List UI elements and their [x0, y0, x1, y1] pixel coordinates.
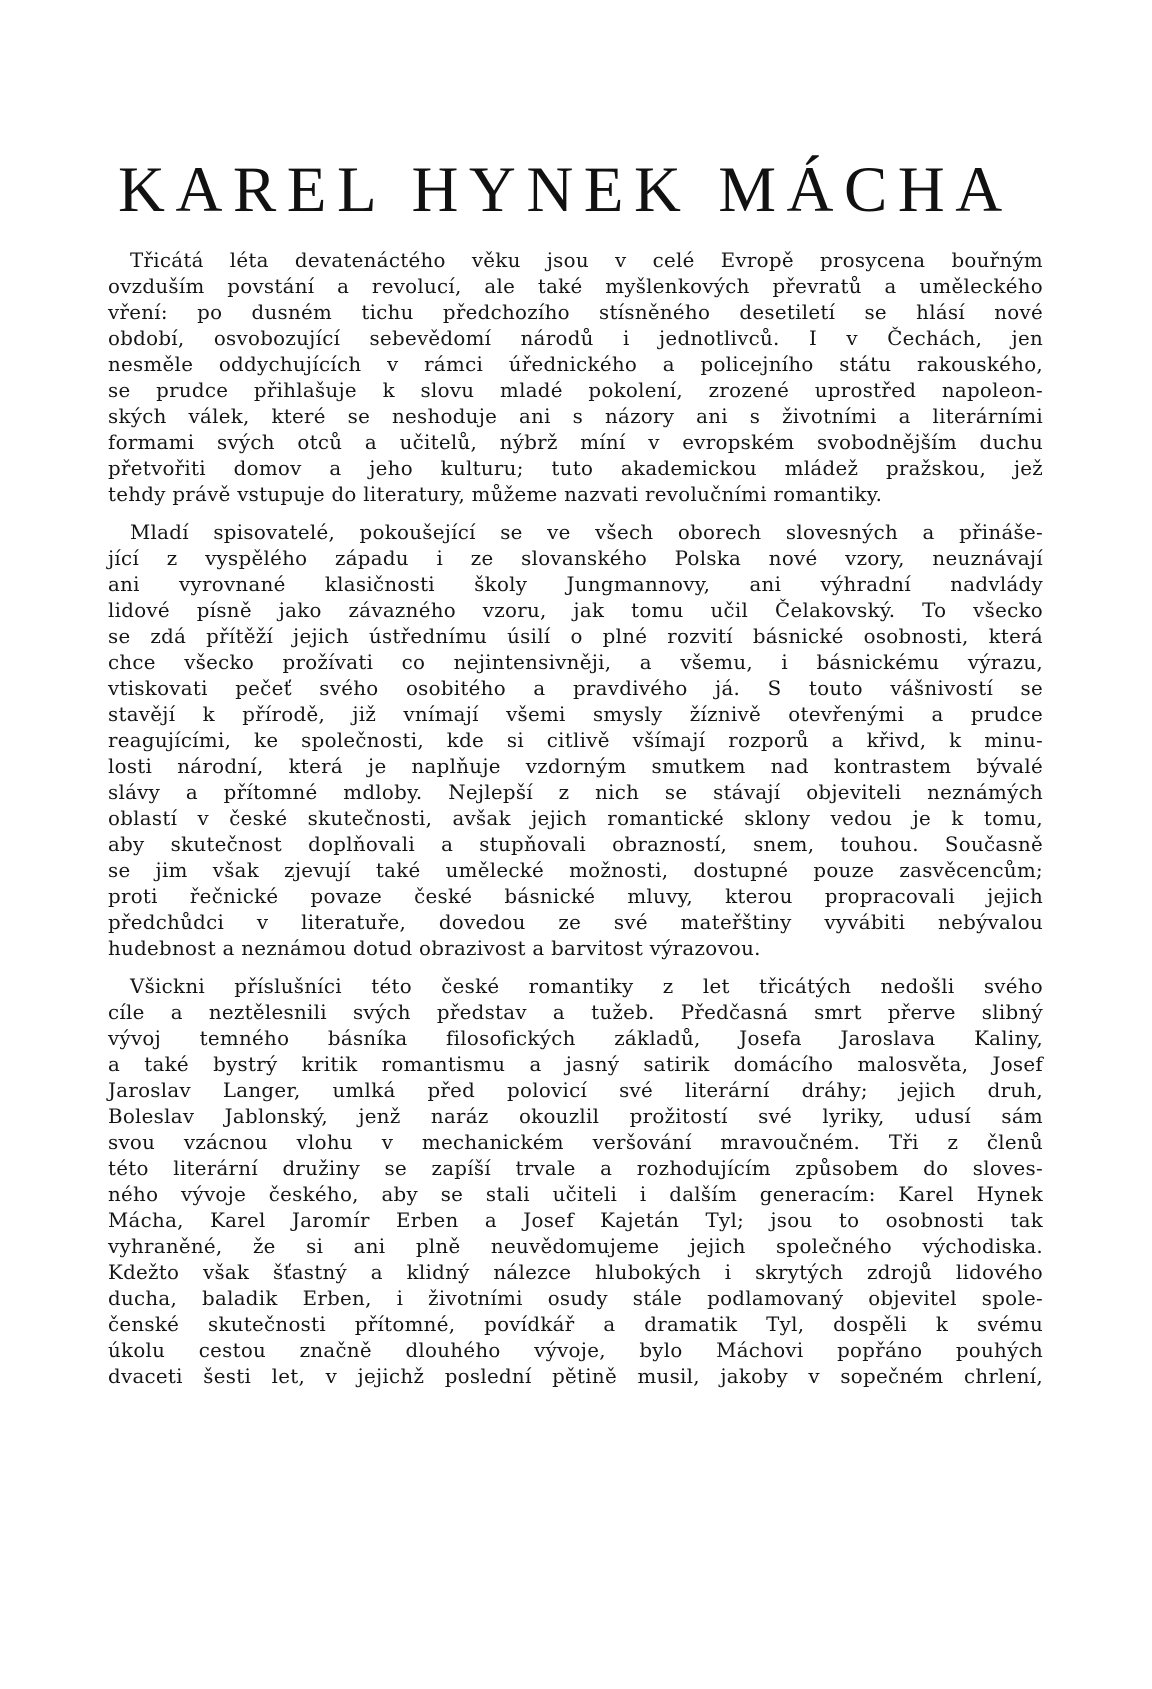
text-line: stavějí k přírodě, již vnímají všemi smysly žíznivě otevřenými a prudce: [108, 703, 1043, 726]
paragraph: [108, 520, 1043, 962]
text-line: ských válek, které se neshoduje ani s názory ani s životními a literárními: [108, 405, 1043, 428]
text-line: tehdy právě vstupuje do literatury, můžeme nazvati revolučními romantiky.: [108, 483, 883, 506]
text-line: a také bystrý kritik romantismu a jasný satirik domácího malosvěta, Josef: [108, 1053, 1043, 1076]
text-line: se zdá přítěží jejich ústřednímu úsilí o plné rozvití básnické osobnosti, která: [108, 625, 1043, 648]
text-line: vtiskovati pečeť svého osobitého a pravdivého já. S touto vášnivostí se: [108, 677, 1043, 700]
text-line: proti řečnické povaze české básnické mluvy, kterou propracovali jejich: [108, 885, 1043, 908]
text-line: lidové písně jako závazného vzoru, jak tomu učil Čelakovský. To všecko: [108, 599, 1043, 622]
text-line: nesměle oddychujících v rámci úřednického a policejního státu rakouského,: [108, 353, 1043, 376]
text-line: ovzduším povstání a revolucí, ale také myšlenkových převratů a uměleckého: [108, 275, 1043, 298]
paragraph: [108, 248, 1043, 508]
text-line: se prudce přihlašuje k slovu mladé pokolení, zrozené uprostřed napoleon-: [108, 379, 1043, 402]
text-line: úkolu cestou značně dlouhého vývoje, bylo Máchovi popřáno pouhých: [108, 1339, 1043, 1362]
text-line: chce všecko prožívati co nejintensivněji, a všemu, i básnickému výrazu,: [108, 651, 1043, 674]
text-line: této literární družiny se zapíší trvale a rozhodujícím způsobem do sloves-: [108, 1157, 1043, 1180]
text-line: ani vyrovnané klasičnosti školy Jungmannovy, ani výhradní nadvlády: [108, 573, 1043, 596]
text-line: slávy a přítomné mdloby. Nejlepší z nich se stávají objeviteli neznámých: [108, 781, 1043, 804]
page-title: KAREL HYNEK MÁCHA: [118, 154, 1013, 226]
text-line: svou vzácnou vlohu v mechanickém veršování mravoučném. Tři z členů: [108, 1131, 1043, 1154]
text-line: Kdežto však šťastný a klidný nálezce hlubokých i skrytých zdrojů lidového: [108, 1261, 1043, 1284]
text-line: čenské skutečnosti přítomné, povídkář a dramatik Tyl, dospěli k svému: [108, 1313, 1043, 1336]
text-line: oblastí v české skutečnosti, avšak jejich romantické sklony vedou je k tomu,: [108, 807, 1043, 830]
body-text: [108, 248, 1043, 1402]
text-line: jící z vyspělého západu i ze slovanského Polska nové vzory, neuznávají: [108, 547, 1043, 570]
text-line: vývoj temného básníka filosofických základů, Josefa Jaroslava Kaliny,: [108, 1027, 1043, 1050]
text-line: hudebnost a neznámou dotud obrazivost a barvitost výrazovou.: [108, 937, 761, 960]
text-line: losti národní, která je naplňuje vzdorným smutkem nad kontrastem bývalé: [108, 755, 1043, 778]
text-line: ducha, baladik Erben, i životními osudy stále podlamovaný objevitel spole-: [108, 1287, 1043, 1310]
text-line: přetvořiti domov a jeho kulturu; tuto akademickou mládež pražskou, jež: [108, 457, 1043, 480]
text-line: Boleslav Jablonský, jenž naráz okouzlil prožitostí své lyriky, udusí sám: [108, 1105, 1043, 1128]
text-line: období, osvobozující sebevědomí národů i jednotlivců. I v Čechách, jen: [108, 327, 1043, 350]
text-line: Mácha, Karel Jaromír Erben a Josef Kajetán Tyl; jsou to osobnosti tak: [108, 1209, 1043, 1232]
text-line: předchůdci v literatuře, dovedou ze své mateřštiny vyvábiti nebývalou: [108, 911, 1043, 934]
text-line: vyhraněné, že si ani plně neuvědomujeme jejich společného východiska.: [108, 1235, 1043, 1258]
paragraph: [108, 974, 1043, 1390]
text-line: Jaroslav Langer, umlká před polovicí své literární dráhy; jejich druh,: [108, 1079, 1043, 1102]
text-line: vření: po dusném tichu předchozího stísněného desetiletí se hlásí nové: [108, 301, 1043, 324]
text-line: aby skutečnost doplňovali a stupňovali obrazností, snem, touhou. Současně: [108, 833, 1043, 856]
text-line: Třicátá léta devatenáctého věku jsou v celé Evropě prosycena bouřným: [130, 249, 1043, 272]
text-line: reagujícími, ke společnosti, kde si citlivě všímají rozporů a křivd, k minu-: [108, 729, 1043, 752]
text-line: formami svých otců a učitelů, nýbrž míní v evropském svobodnějším duchu: [108, 431, 1043, 454]
text-line: cíle a neztělesnili svých představ a tužeb. Předčasná smrt přerve slibný: [108, 1001, 1043, 1024]
text-line: se jim však zjevují také umělecké možnosti, dostupné pouze zasvěcencům;: [108, 859, 1043, 882]
text-line: Mladí spisovatelé, pokoušející se ve všech oborech slovesných a přináše-: [130, 521, 1043, 544]
text-line: ného vývoje českého, aby se stali učiteli i dalším generacím: Karel Hynek: [108, 1183, 1043, 1206]
text-line: dvaceti šesti let, v jejichž poslední pětině musil, jakoby v sopečném chrlení,: [108, 1365, 1043, 1388]
text-line: Všickni příslušníci této české romantiky z let třicátých nedošli svého: [130, 975, 1043, 998]
